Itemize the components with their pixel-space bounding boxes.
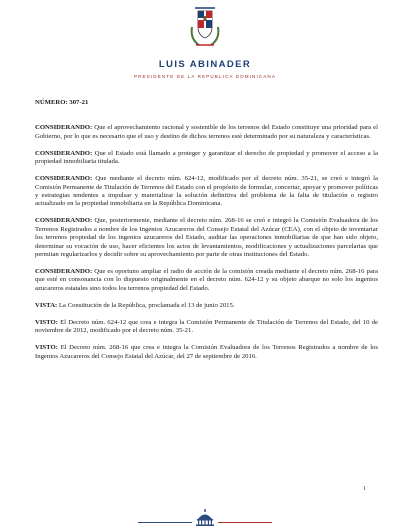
paragraph-text: La Constitución de la República, proclamada el 13 de junio 2015.: [57, 301, 235, 309]
paragraph-text: Que, posteriormente, mediante el decreto núm. 268-16 se creó e integró la Comisión Evaluadora de los Terrenos Registrados a nombre de los Ingenios Azucareros del Consejo Estatal del Azúcar (CEA), con el objeto de inventariar los terrenos propiedad de los ingenios azucareros del Estado, auditar las operaciones inmobiliarias de que han sido objeto, determinar su vocación de uso, hacer eficientes los actos de levantamientos, modificaciones y actualizaciones parcelarias que permitan regularizarlos y decidir sobre su aprovechamiento por parte de otras instituciones del Estado.: [35, 217, 378, 259]
paragraph-keyword: CONSIDERANDO:: [35, 175, 93, 183]
paragraph: [35, 319, 378, 336]
paragraph-text: Que el aprovechamiento racional y sostenible de los terrenos del Estado constituye una prioridad para el Gobierno, por lo que es necesario que el uso y destino de dichos terrenos esté determinado por su naturaleza y características.: [35, 124, 378, 140]
paragraph-text: Que el Estado está llamado a proteger y garantizar el derecho de propiedad y promover el acceso a la propiedad inmobiliaria titulada.: [35, 149, 378, 166]
page-footer: [0, 498, 410, 530]
paragraph-keyword: CONSIDERANDO:: [35, 124, 93, 132]
decree-body: [35, 99, 378, 370]
paragraph: [35, 150, 378, 167]
paragraph-text: Que mediante el decreto núm. 624-12, modificado por el decreto núm. 35-21, se creó e integró la Comisión Permanente de Titulación de Terrenos del Estado con el propósito de formular, concertar, apoyar y promover políticas y estrategias tendentes a impulsar y materializar la solución definitiva del problema de la falta de titulación o registro actualizado en la propiedad inmobiliaria en la República Dominicana.: [35, 175, 378, 208]
paragraph-keyword: VISTO:: [35, 344, 58, 352]
president-name: LUIS ABINADER: [158, 59, 252, 70]
paragraph-keyword: VISTA:: [35, 301, 58, 309]
paragraph-text: El Decreto núm. 624-12 que crea e integra la Comisión Permanente de Titulación de Terrenos del Estado, del 10 de noviembre de 2012, modificado por el decreto núm. 35-21.: [35, 318, 378, 335]
footer-divider-right: [218, 522, 272, 523]
paragraph: [35, 268, 378, 293]
paragraph-keyword: CONSIDERANDO:: [35, 149, 93, 157]
paragraph: [35, 217, 378, 259]
paragraph: [35, 124, 378, 141]
decree-number: NÚMERO: 307-21: [35, 99, 89, 106]
paragraph: [35, 302, 378, 310]
paragraph-text: Que es oportuno ampliar el radio de acción de la comisión creada mediante el decreto núm. 268-16 para que esté en consonancia con lo dispuesto originalmente en el decreto núm. 624-12 y su objeto abarque no solo los ingenios azucareros estatales sino todos los terrenos propiedad del Estado.: [35, 268, 378, 292]
coat-of-arms-icon: [189, 5, 221, 49]
footer-divider-left: [138, 522, 192, 523]
palace-dome-icon: [193, 509, 217, 526]
paragraph: [35, 175, 378, 209]
president-title: PRESIDENTE DE LA REPÚBLICA DOMINICANA: [133, 74, 277, 79]
paragraph-keyword: CONSIDERANDO:: [35, 217, 93, 225]
paragraph-text: El Decreto núm. 268-16 que crea e integra la Comisión Evaluadora de los Terrenos Registrados a nombre de los Ingenios Azucareros del Consejo Estatal del Azúcar, del 27 de septiembre de 2016.: [35, 344, 378, 360]
paragraph-keyword: VISTO:: [35, 318, 58, 326]
page-number: 1: [363, 486, 366, 492]
paragraph: [35, 344, 378, 361]
paragraph-keyword: CONSIDERANDO:: [35, 268, 93, 276]
